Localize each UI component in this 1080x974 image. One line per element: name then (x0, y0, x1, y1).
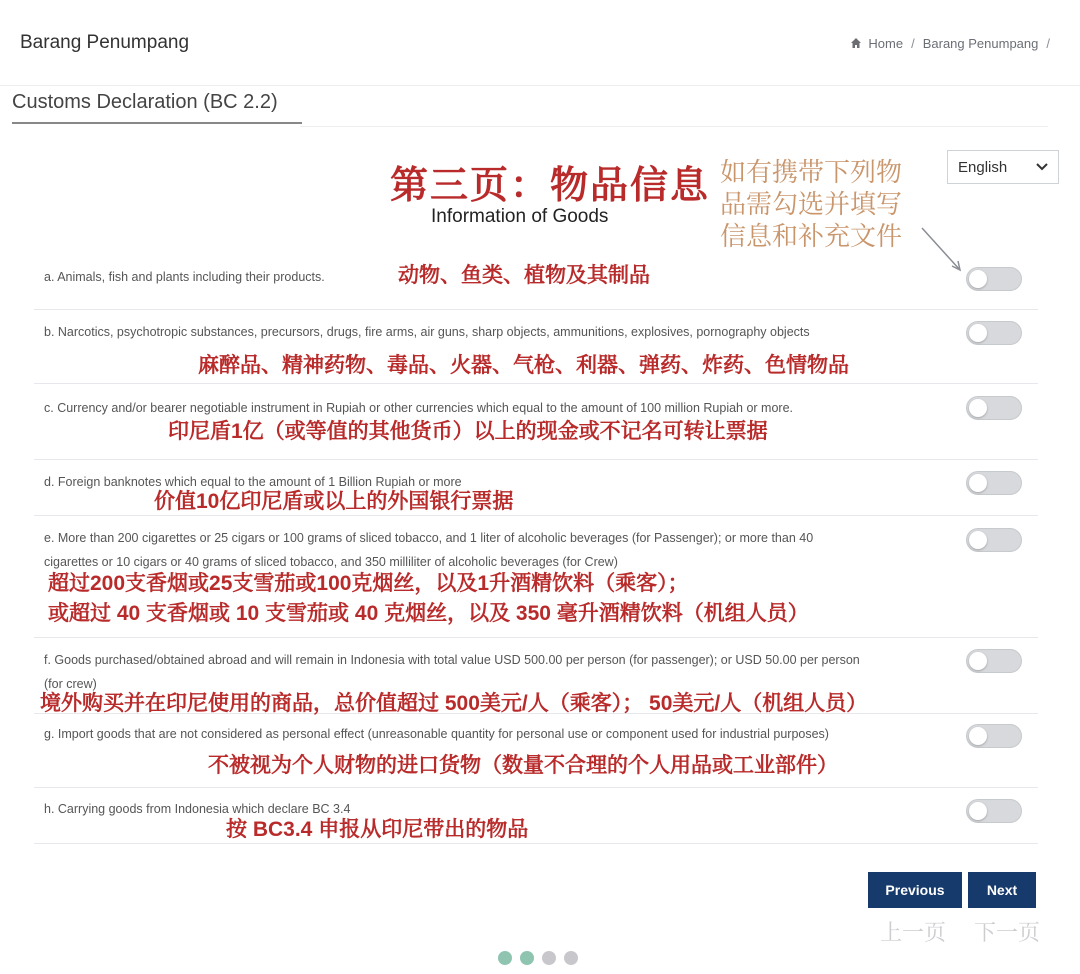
home-icon[interactable] (850, 37, 862, 49)
toggle-knob (969, 324, 987, 342)
item-translation: 境外购买并在印尼使用的商品，总价值超过 500美元/人（乘客）； 50美元/人（机组人员） (40, 692, 868, 715)
annotation-note-line: 信息和补充文件 (720, 221, 903, 251)
declaration-item-tobacco-alcohol (34, 516, 1038, 638)
item-text: d. Foreign banknotes which equal to the amount of 1 Billion Rupiah or more (44, 475, 462, 489)
breadcrumb-home-link[interactable]: Home (868, 36, 904, 51)
toggle-narcotics[interactable] (966, 321, 1022, 345)
declaration-item-goods-abroad (34, 638, 1038, 714)
toggle-knob (969, 399, 987, 417)
next-button[interactable]: Next (968, 872, 1036, 908)
item-text: b. Narcotics, psychotropic substances, precursors, drugs, fire arms, air guns, sharp objects, ammunitions, explosives, pornography objects (44, 325, 810, 339)
annotation-note-line: 品需勾选并填写 (720, 189, 903, 219)
breadcrumb-separator: / (911, 36, 915, 51)
section-heading-zh: 第三页：物品信息 (390, 165, 711, 207)
item-translation: 或超过 40 支香烟或 10 支雪茄或 40 克烟丝，以及 350 毫升酒精饮料（机组人员） (48, 602, 809, 625)
item-text: c. Currency and/or bearer negotiable instrument in Rupiah or other currencies which equal to the amount of 100 million Rupiah or more. (44, 401, 794, 415)
section-heading: Information of Goods (431, 206, 609, 227)
annotation-note (720, 156, 930, 252)
chevron-down-icon (1036, 163, 1048, 171)
toggle-knob (969, 652, 987, 670)
toggle-banknotes[interactable] (966, 471, 1022, 495)
item-text: f. Goods purchased/obtained abroad and will remain in Indonesia with total value USD 500.00 per person (for passenger); or USD 50.00 per person (for crew) (44, 653, 860, 691)
toggle-currency[interactable] (966, 396, 1022, 420)
item-text: g. Import goods that are not considered as personal effect (unreasonable quantity for personal use or component used for industrial purposes) (44, 727, 829, 741)
item-translation: 麻醉品、精神药物、毒品、火器、气枪、利器、弹药、炸药、色情物品 (198, 354, 849, 377)
item-translation: 价值10亿印尼盾或以上的外国银行票据 (154, 490, 514, 513)
app-title: Barang Penumpang (20, 32, 190, 53)
title-divider (300, 126, 1048, 127)
next-button-caption: 下一页 (974, 920, 1041, 945)
toggle-import-goods[interactable] (966, 724, 1022, 748)
step-indicator (498, 951, 578, 965)
previous-button[interactable]: Previous (868, 872, 962, 908)
toggle-knob (969, 531, 987, 549)
item-translation: 动物、鱼类、植物及其制品 (398, 264, 650, 287)
page-title: Customs Declaration (BC 2.2) (12, 91, 302, 124)
step-dot[interactable] (542, 951, 556, 965)
item-translation: 按 BC3.4 申报从印尼带出的物品 (226, 818, 529, 841)
item-translation: 印尼盾1亿（或等值的其他货币）以上的现金或不记名可转让票据 (168, 420, 768, 443)
annotation-note-line: 如有携带下列物 (720, 157, 903, 187)
toggle-knob (969, 474, 987, 492)
language-select[interactable] (947, 150, 1059, 184)
toggle-goods-abroad[interactable] (966, 649, 1022, 673)
language-select-value: English (958, 158, 1008, 176)
breadcrumb (850, 36, 1052, 51)
step-dot[interactable] (520, 951, 534, 965)
step-dot[interactable] (498, 951, 512, 965)
declaration-item-narcotics (34, 310, 1038, 384)
previous-button-caption: 上一页 (880, 920, 947, 945)
step-dot[interactable] (564, 951, 578, 965)
toggle-knob (969, 802, 987, 820)
breadcrumb-current[interactable]: Barang Penumpang (922, 36, 1039, 51)
declaration-item-animals (34, 252, 1038, 310)
item-translation: 超过200支香烟或25支雪茄或100克烟丝，以及1升酒精饮料（乘客）； (48, 572, 689, 595)
breadcrumb-separator: / (1046, 36, 1050, 51)
toggle-knob (969, 270, 987, 288)
toggle-export-bc34[interactable] (966, 799, 1022, 823)
declaration-item-export-bc34 (34, 788, 1038, 844)
item-text: h. Carrying goods from Indonesia which declare BC 3.4 (44, 802, 351, 816)
item-text: a. Animals, fish and plants including their products. (44, 270, 325, 284)
item-translation: 不被视为个人财物的进口货物（数量不合理的个人用品或工业部件） (208, 754, 838, 777)
top-bar (0, 0, 1080, 86)
item-text: e. More than 200 cigarettes or 25 cigars or 100 grams of sliced tobacco, and 1 liter of alcoholic beverages (for Passenger); or more than 40 cigarettes or 10 cigars or 40 grams of sliced tobacco, and 350 milliliter of alcoholic beverages (for Crew) (44, 531, 814, 569)
toggle-tobacco-alcohol[interactable] (966, 528, 1022, 552)
declaration-item-currency (34, 384, 1038, 460)
toggle-animals[interactable] (966, 267, 1022, 291)
toggle-knob (969, 727, 987, 745)
declaration-item-banknotes (34, 460, 1038, 516)
declaration-item-import-goods (34, 714, 1038, 788)
